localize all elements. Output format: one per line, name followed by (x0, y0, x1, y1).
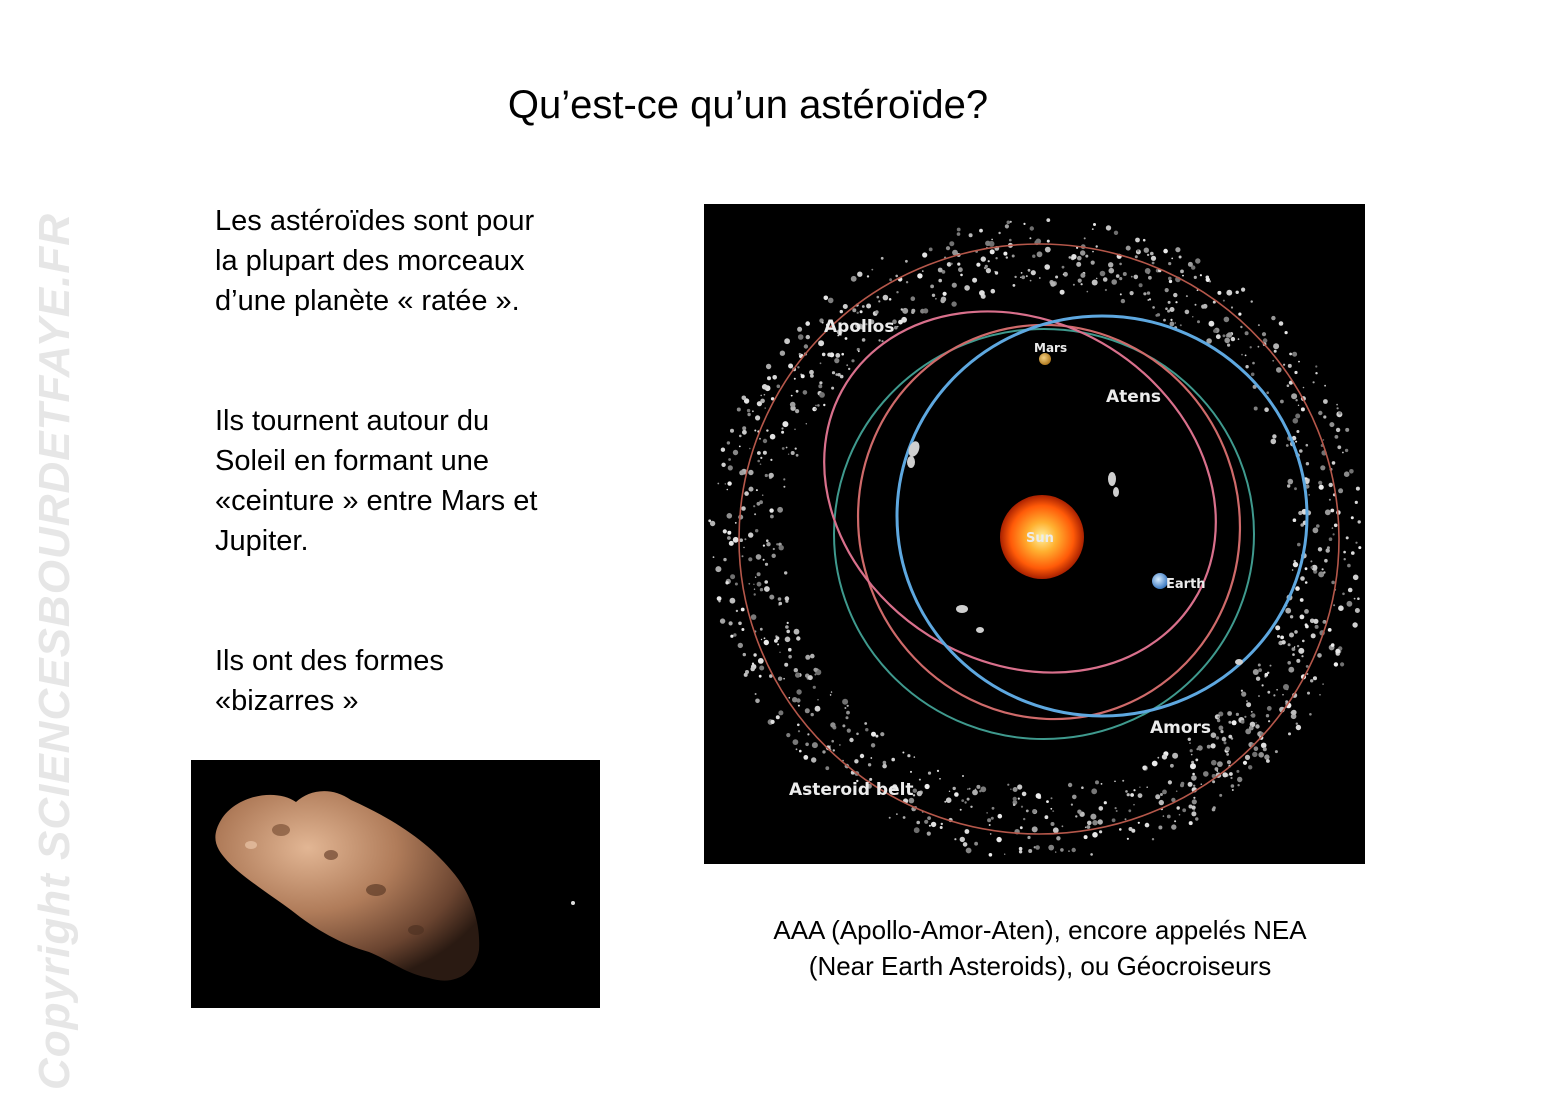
label-atens: Atens (1106, 387, 1162, 407)
moon-dactyl (571, 901, 575, 905)
label-earth: Earth (1166, 577, 1206, 592)
paragraph-asteroid-belt: Ils tournent autour du Soleil en formant une «ceinture » entre Mars et Jupiter. (215, 405, 538, 557)
label-amors: Amors (1150, 718, 1212, 738)
neo-orbit-diagram (704, 204, 1365, 864)
label-apollos: Apollos (824, 317, 895, 337)
amor-orbit (897, 316, 1307, 716)
asteroid-shape (215, 791, 479, 980)
label-asteroid-belt: Asteroid belt (789, 780, 914, 800)
copyright-watermark: Copyright SCIENCESBOURDETFAYE.FR (30, 212, 79, 1090)
caption-line-1: AAA (Apollo-Amor-Aten), encore appelés NEA (773, 915, 1307, 945)
asteroid-photo (191, 760, 600, 1008)
paragraph-asteroid-origin: Les astéroïdes sont pour la plupart des morceaux d’une planète « ratée ». (215, 205, 535, 317)
slide-title: Qu’est-ce qu’un astéroïde? (507, 83, 989, 127)
label-mars: Mars (1034, 341, 1068, 355)
apollo-orbit (756, 239, 1284, 745)
diagram-caption (704, 912, 1376, 984)
caption-line-2: (Near Earth Asteroids), ou Géocroiseurs (808, 951, 1272, 981)
paragraph-asteroid-shapes: Ils ont des formes «bizarres » (215, 645, 444, 717)
asteroid-illustration (191, 760, 600, 1008)
orbit-diagram-svg (704, 204, 1365, 864)
label-sun: Sun (1026, 531, 1054, 546)
